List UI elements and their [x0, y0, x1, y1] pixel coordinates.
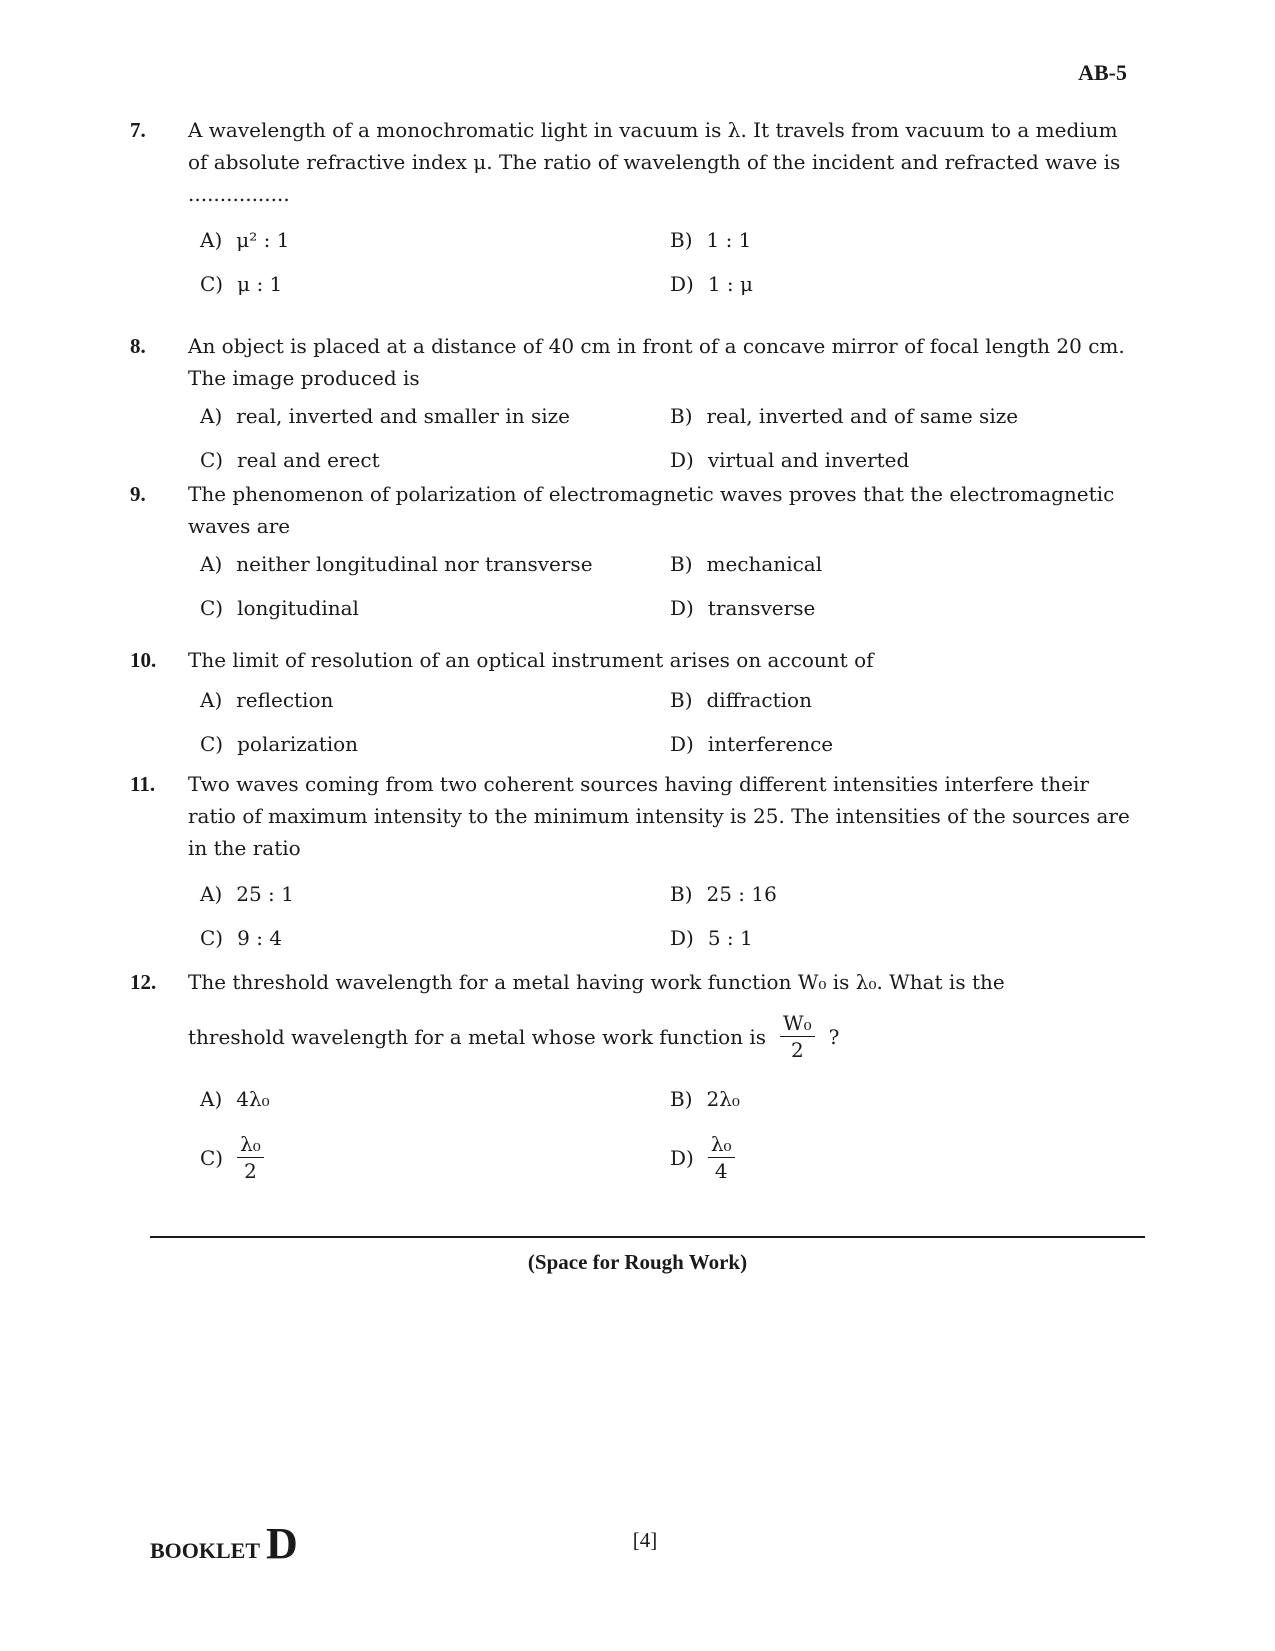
option-a: A) 4λ₀: [200, 1083, 670, 1115]
option-text: real, inverted and of same size: [706, 404, 1019, 428]
option-text: 9 : 4: [237, 926, 283, 950]
option-d: D) interference: [670, 728, 1090, 760]
paper-code: AB-5: [1078, 60, 1127, 85]
options: [200, 224, 1140, 300]
question-stem: The limit of resolution of an optical instrument arises on account of: [188, 648, 874, 672]
stem-end: ?: [828, 1024, 840, 1049]
question-number: 7.: [130, 118, 146, 142]
option-d: D) 5 : 1: [670, 922, 1090, 954]
option-text: μ² : 1: [236, 228, 290, 252]
options: [200, 400, 1140, 476]
option-text: real and erect: [237, 448, 380, 472]
option-text: polarization: [237, 732, 359, 756]
option-b: B) 25 : 16: [670, 878, 1090, 910]
option-b: B) real, inverted and of same size: [670, 400, 1090, 432]
options: [200, 684, 1140, 760]
option-text: real, inverted and smaller in size: [236, 404, 571, 428]
option-text: 25 : 16: [706, 882, 777, 906]
option-d: D) $\frac{\text{λ₀}}{4}$: [670, 1131, 1090, 1184]
booklet-letter: D: [266, 1519, 298, 1568]
question-stem: An object is placed at a distance of 40 cm in front of a concave mirror of focal length 20 cm. The image produced is: [188, 334, 1125, 390]
options: [200, 1083, 1140, 1184]
option-c: C) μ : 1: [200, 268, 670, 300]
options: [200, 878, 1140, 954]
question-8: [130, 330, 1140, 476]
booklet-word: BOOKLET: [150, 1538, 261, 1563]
option-d: D) virtual and inverted: [670, 444, 1090, 476]
option-text: diffraction: [706, 688, 812, 712]
stem-line-2: threshold wavelength for a metal whose work function is: [188, 1024, 767, 1049]
question-number: 11.: [130, 772, 156, 796]
option-fraction: $\frac{\text{λ₀}}{2}$: [237, 1131, 264, 1184]
option-text: 4λ₀: [236, 1087, 270, 1111]
option-text: 1 : 1: [706, 228, 752, 252]
option-c: C) $\frac{\text{λ₀}}{2}$: [200, 1131, 670, 1184]
option-b: B) mechanical: [670, 548, 1090, 580]
question-stem: [188, 966, 1133, 1063]
option-fraction: $\frac{\text{λ₀}}{4}$: [708, 1131, 735, 1184]
option-text: transverse: [707, 596, 816, 620]
option-c: C) longitudinal: [200, 592, 670, 624]
question-9: [130, 478, 1140, 624]
option-text: longitudinal: [237, 596, 359, 620]
option-b: B) 1 : 1: [670, 224, 1090, 256]
option-text: 1 : μ: [707, 272, 754, 296]
stem-fraction: $\frac{\text{W₀}}{2}$: [780, 1010, 815, 1063]
option-text: virtual and inverted: [707, 448, 910, 472]
option-a: A) reflection: [200, 684, 670, 716]
option-a: A) μ² : 1: [200, 224, 670, 256]
option-a: A) real, inverted and smaller in size: [200, 400, 670, 432]
question-7: [130, 114, 1140, 300]
option-text: neither longitudinal nor transverse: [236, 552, 593, 576]
question-12: [130, 966, 1140, 1184]
question-stem: Two waves coming from two coherent sources having different intensities interfere their ratio of maximum intensity to the minimum intensity is 25. The intensities of the sources are in the ratio: [188, 772, 1130, 860]
question-stem: A wavelength of a monochromatic light in vacuum is λ. It travels from vacuum to a medium of absolute refractive index μ. The ratio of wavelength of the incident and refracted wave is ................: [188, 118, 1121, 206]
question-number: 12.: [130, 970, 157, 994]
question-stem: The phenomenon of polarization of electromagnetic waves proves that the electromagnetic waves are: [188, 482, 1115, 538]
option-d: D) transverse: [670, 592, 1090, 624]
question-11: [130, 768, 1140, 954]
option-a: A) 25 : 1: [200, 878, 670, 910]
question-number: 8.: [130, 334, 146, 358]
option-text: mechanical: [706, 552, 823, 576]
option-text: reflection: [236, 688, 334, 712]
divider: [150, 1236, 1145, 1238]
option-b: B) 2λ₀: [670, 1083, 1090, 1115]
option-text: 5 : 1: [707, 926, 753, 950]
rough-work-label: (Space for Rough Work): [527, 1250, 748, 1274]
option-d: D) 1 : μ: [670, 268, 1090, 300]
option-b: B) diffraction: [670, 684, 1090, 716]
option-text: μ : 1: [237, 272, 283, 296]
option-c: C) 9 : 4: [200, 922, 670, 954]
option-text: 25 : 1: [236, 882, 294, 906]
stem-line-1: The threshold wavelength for a metal having work function W₀ is λ₀. What is the: [188, 970, 1005, 994]
page-number: [4]: [632, 1528, 658, 1552]
option-c: C) polarization: [200, 728, 670, 760]
question-number: 10.: [130, 648, 157, 672]
stem-line-2-row: [188, 1010, 1133, 1063]
question-number: 9.: [130, 482, 146, 506]
option-text: interference: [707, 732, 834, 756]
option-a: A) neither longitudinal nor transverse: [200, 548, 670, 580]
option-text: 2λ₀: [706, 1087, 740, 1111]
question-10: [130, 644, 1140, 760]
options: [200, 548, 1140, 624]
option-c: C) real and erect: [200, 444, 670, 476]
